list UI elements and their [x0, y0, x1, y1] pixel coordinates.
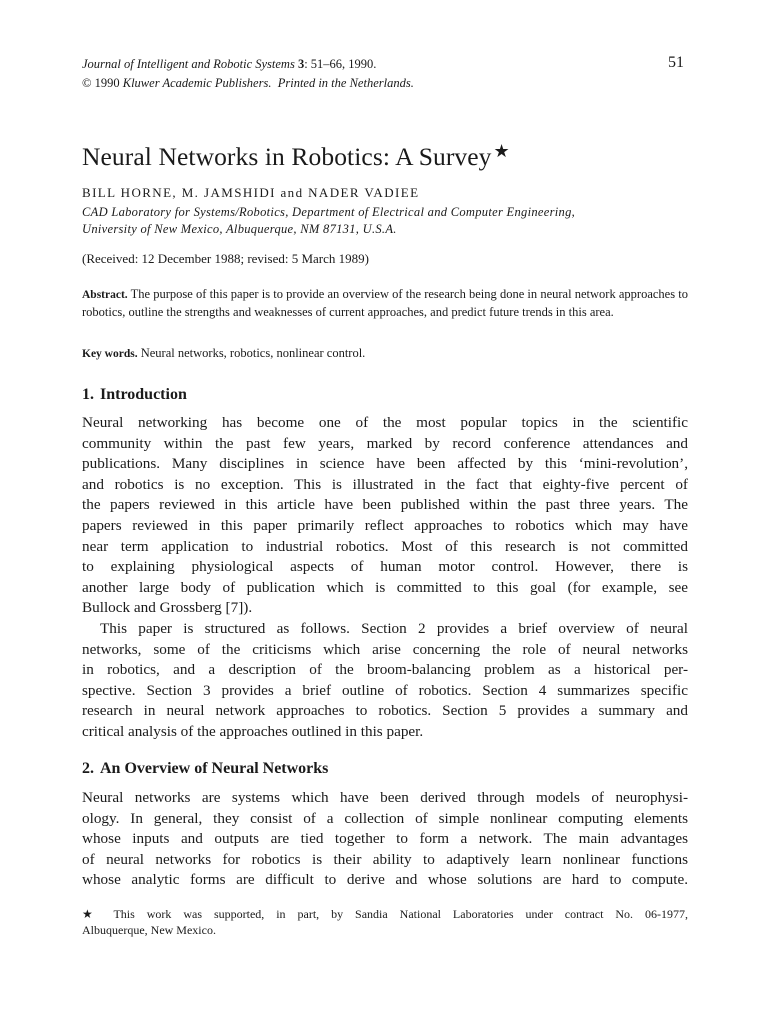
journal-header — [82, 55, 686, 93]
text-line: ology. In general, they consist of a collection of simple nonlinear computing elements — [82, 809, 688, 827]
page-number: 51 — [668, 54, 684, 71]
footnote — [82, 906, 688, 938]
paper-title — [82, 141, 510, 172]
received-dates: (Received: 12 December 1988; revised: 5 March 1989) — [82, 251, 369, 266]
keywords-label: Key words. — [82, 348, 138, 360]
abstract-label: Abstract. — [82, 289, 128, 301]
abstract — [82, 286, 688, 321]
text-line: whose analytic forms are difficult to derive and whose solutions are hard to compute. — [82, 871, 688, 889]
text-line: research in neural network approaches to robotics. Section 5 provides a summary and — [82, 702, 688, 720]
section-body — [82, 788, 688, 891]
section-number: 1. — [82, 386, 94, 403]
affiliation — [82, 204, 575, 238]
journal-pages-year: : 51–66, 1990. — [304, 57, 377, 71]
text-line: of neural networks for robotics is their ability to adaptively learn nonlinear functions — [82, 850, 688, 868]
section-number: 2. — [82, 760, 94, 777]
section-heading — [82, 386, 187, 404]
journal-name: Journal of Intelligent and Robotic Systems — [82, 57, 295, 71]
section-title: An Overview of Neural Networks — [100, 760, 329, 777]
keywords — [82, 346, 365, 361]
text-line: Neural networking has become one of the most popular topics in the scientific — [82, 414, 688, 431]
text-line: publications. Many disciplines in science have been affected by this ‘mini-revolution’, — [82, 455, 688, 473]
author-list: BILL HORNE, M. JAMSHIDI and NADER VADIEE — [82, 185, 420, 200]
text-line: Bullock and Grossberg [7]). — [82, 599, 253, 617]
affiliation-line: University of New Mexico, Albuquerque, NM 87131, U.S.A. — [82, 222, 397, 236]
text-line: near term application to industrial robotics. Most of this research is not committed — [82, 537, 688, 555]
text-line: Neural networks are systems which have been derived through models of neurophysi- — [82, 789, 688, 806]
text-line: networks, some of the criticisms which arise concerning the role of neural networks — [82, 640, 688, 658]
section-heading — [82, 760, 328, 778]
text-line: to explaining physiological aspects of human motor control. However, there is — [82, 558, 688, 576]
footnote-line: Albuquerque, New Mexico. — [82, 923, 216, 937]
text-line: critical analysis of the approaches outlined in this paper. — [82, 722, 424, 740]
text-line: spective. Section 3 provides a brief outline of robotics. Section 4 summarizes specific — [82, 681, 688, 699]
affiliation-line: CAD Laboratory for Systems/Robotics, Department of Electrical and Computer Engineering, — [82, 205, 576, 219]
text-line: papers reviewed in this paper primarily reflect approaches to robotics which may have — [82, 516, 688, 534]
title-footnote-star: ★ — [493, 141, 510, 161]
section-title: Introduction — [100, 386, 187, 403]
keywords-text: Neural networks, robotics, nonlinear control. — [140, 346, 366, 360]
footnote-line: ★ This work was supported, in part, by Sandia National Laboratories under contract No. 06-1977, — [82, 907, 688, 921]
publisher: Kluwer Academic Publishers. — [122, 76, 272, 90]
text-line: This paper is structured as follows. Section 2 provides a brief overview of neural — [100, 619, 688, 637]
section-body — [82, 413, 688, 743]
copyright-symbol: © — [82, 76, 92, 90]
abstract-text: The purpose of this paper is to provide an overview of the research being done in neural network approaches to robotics, outline the strengths and weaknesses of current approaches, and predict future trends in this area. — [82, 287, 688, 319]
copyright-line — [82, 74, 686, 93]
text-line: in robotics, and a description of the broom-balancing problem as a historical per- — [82, 661, 688, 679]
printed-location: Printed in the Netherlands. — [277, 76, 414, 90]
text-line: and robotics is no exception. This is illustrated in the fact that eighty-five percent of — [82, 475, 688, 493]
text-line: another large body of publication which is committed to this goal (for example, see — [82, 578, 688, 596]
copyright-year: 1990 — [94, 76, 120, 90]
text-line: the papers reviewed in this article have been published within the past three years. The — [82, 496, 688, 514]
journal-citation — [82, 55, 686, 74]
paper-title-text: Neural Networks in Robotics: A Survey — [82, 142, 492, 171]
text-line: whose inputs and outputs are tied together to form a network. The main advantages — [82, 830, 688, 848]
text-line: community within the past few years, marked by record conference attendances and — [82, 434, 688, 452]
journal-volume: 3 — [297, 57, 305, 71]
